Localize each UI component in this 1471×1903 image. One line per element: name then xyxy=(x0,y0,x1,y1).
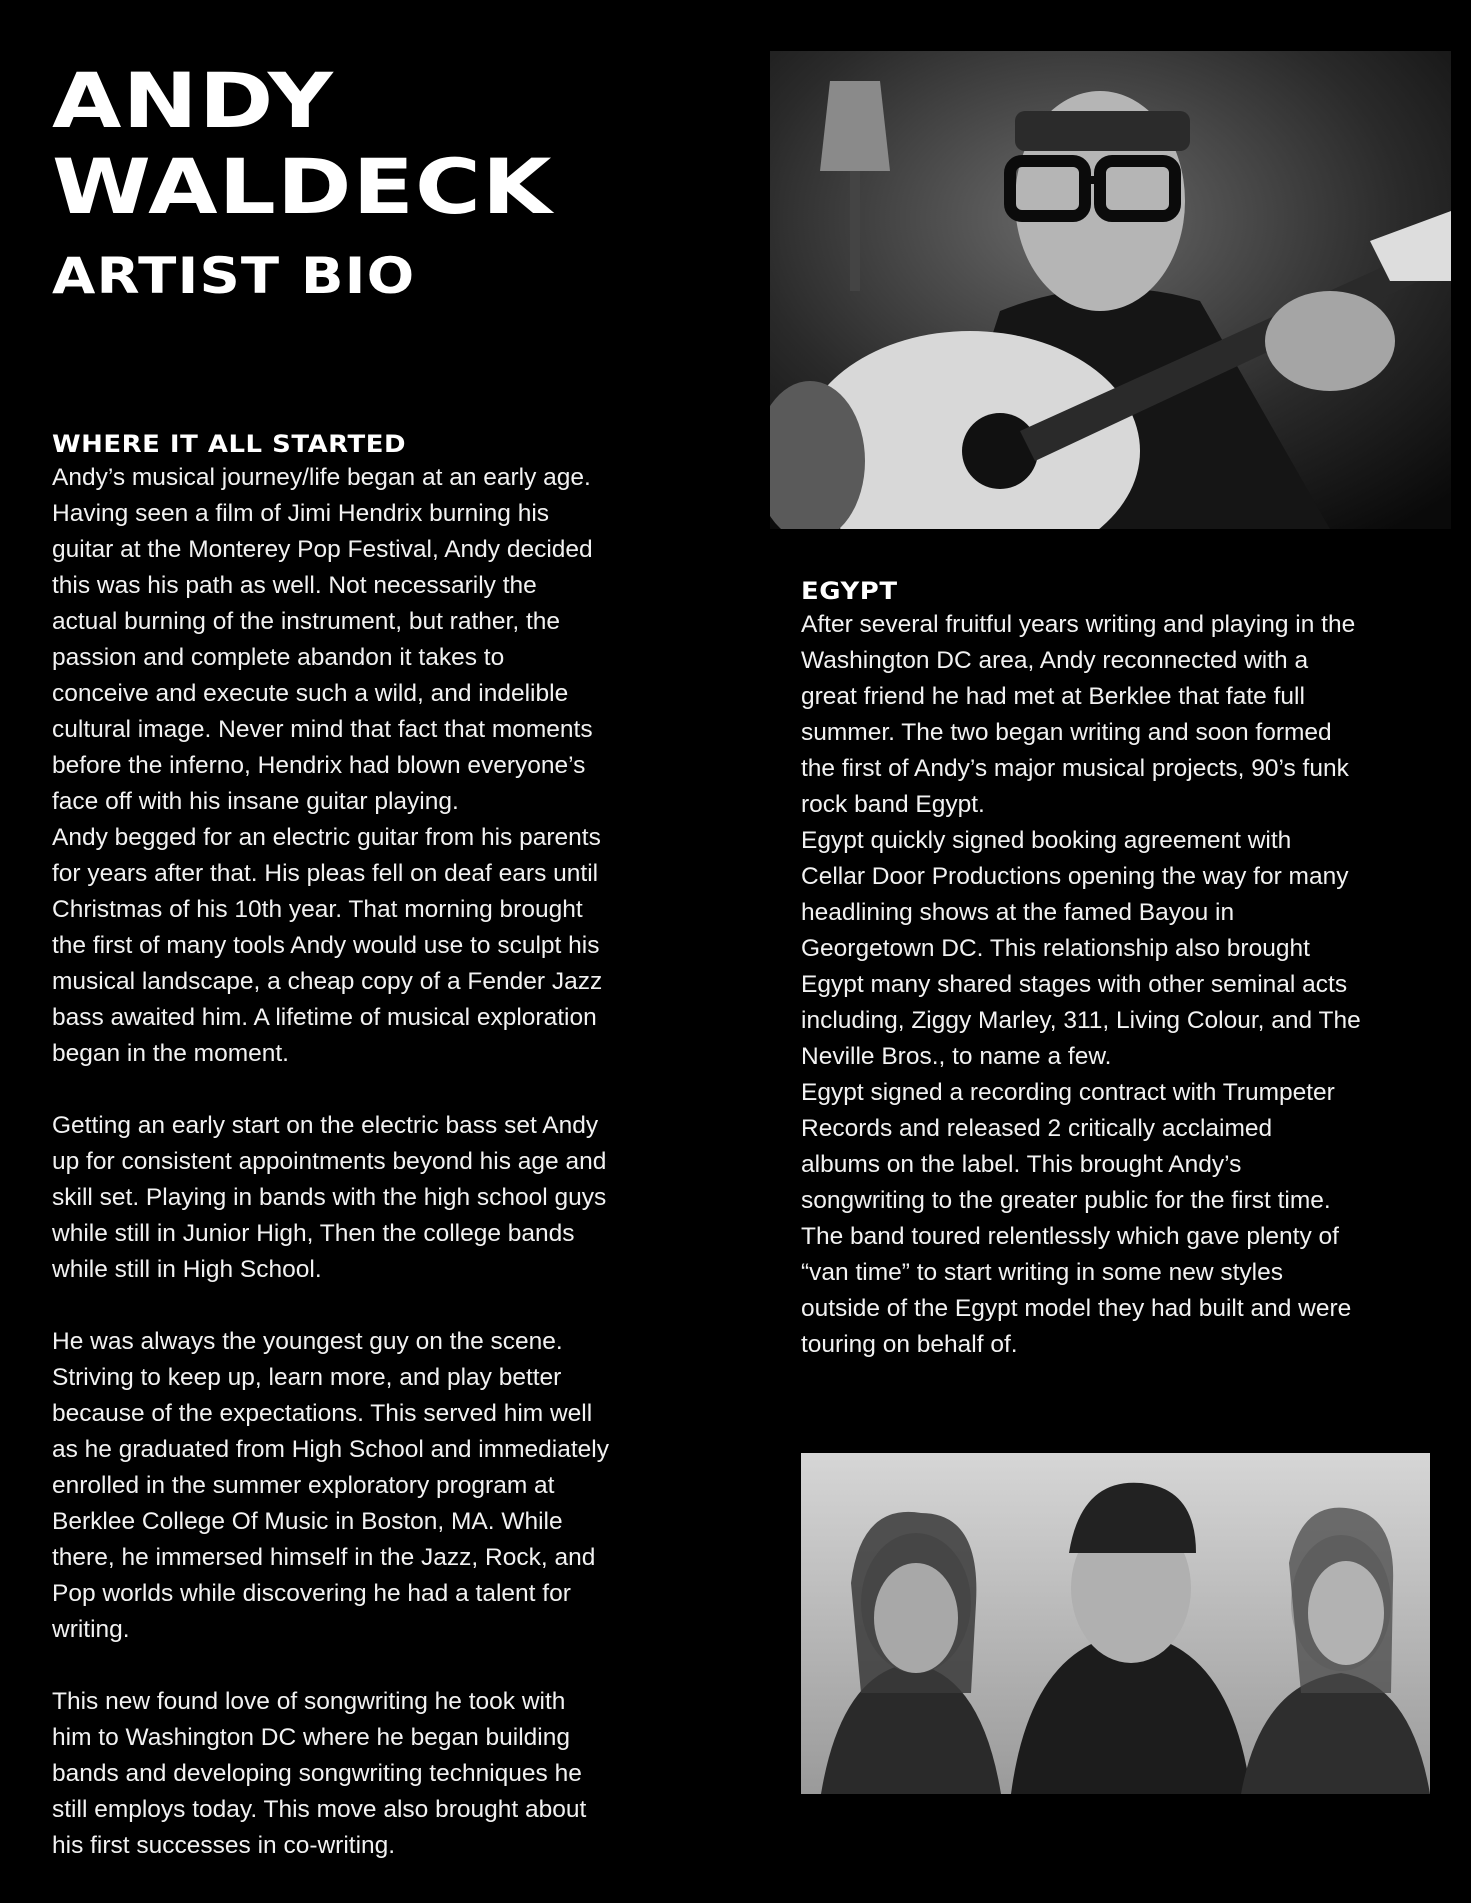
page-title xyxy=(52,56,553,308)
bio-paragraph: He was always the youngest guy on the scene. Striving to keep up, learn more, and play better because of the expectations. This served him well as he graduated from High School and immediately enrolled in the summer exploratory program at Berklee College Of Music in Boston, MA. While there, he immersed himself in the Jazz, Rock, and Pop worlds while discovering he had a talent for writing. xyxy=(52,1328,610,1643)
title-line-subtitle: ARTIST BIO xyxy=(52,247,416,305)
title-line-first-name: ANDY xyxy=(52,56,335,145)
section-heading-egypt: EGYPT xyxy=(801,577,898,605)
left-column xyxy=(52,428,712,1864)
bio-paragraph: Andy’s musical journey/life began at an early age. Having seen a film of Jimi Hendrix burning his guitar at the Monterey Pop Festival, Andy decided this was his path as well. Not necessarily the actual burning of the instrument, but rather, the passion and complete abandon it takes to conceive and execute such a wild, and indelible cultural image. Never mind that fact that moments before the inferno, Hendrix had blown everyone’s face off with his insane guitar playing. Andy begged for an electric guitar from his parents for years after that. His pleas fell on deaf ears until Christmas of his 10th year. That morning brought the first of many tools Andy would use to sculpt his musical landscape, a cheap copy of a Fender Jazz bass awaited him. A lifetime of musical exploration began in the moment. xyxy=(52,464,603,1067)
egypt-band-photo xyxy=(801,1453,1430,1794)
bio-paragraph: Getting an early start on the electric bass set Andy up for consistent appointments beyond his age and skill set. Playing in bands with the high school guys while still in Junior High, Then the college bands while still in High School. xyxy=(52,1112,607,1283)
andy-guitar-photo xyxy=(770,51,1451,529)
right-column xyxy=(801,575,1451,1363)
egypt-paragraph: After several fruitful years writing and playing in the Washington DC area, Andy reconnected with a great friend he had met at Berklee that fate full summer. The two began writing and soon formed the first of Andy’s major musical projects, 90’s funk rock band Egypt. Egypt quickly signed booking agreement with Cellar Door Productions opening the way for many headlining shows at the famed Bayou in Georgetown DC. This relationship also brought Egypt many shared stages with other seminal acts including, Ziggy Marley, 311, Living Colour, and The Neville Bros., to name a few. Egypt signed a recording contract with Trumpeter Records and released 2 critically acclaimed albums on the label. This brought Andy’s songwriting to the greater public for the first time. The band toured relentlessly which gave plenty of “van time” to start writing in some new styles outside of the Egypt model they had built and were touring on behalf of. xyxy=(801,611,1361,1358)
section-heading-where-it-all-started: WHERE IT ALL STARTED xyxy=(52,430,407,458)
title-line-last-name: WALDECK xyxy=(52,142,553,231)
bio-paragraph: This new found love of songwriting he took with him to Washington DC where he began building bands and developing songwriting techniques he still employs today. This move also brought about his first successes in co-writing. xyxy=(52,1688,587,1859)
